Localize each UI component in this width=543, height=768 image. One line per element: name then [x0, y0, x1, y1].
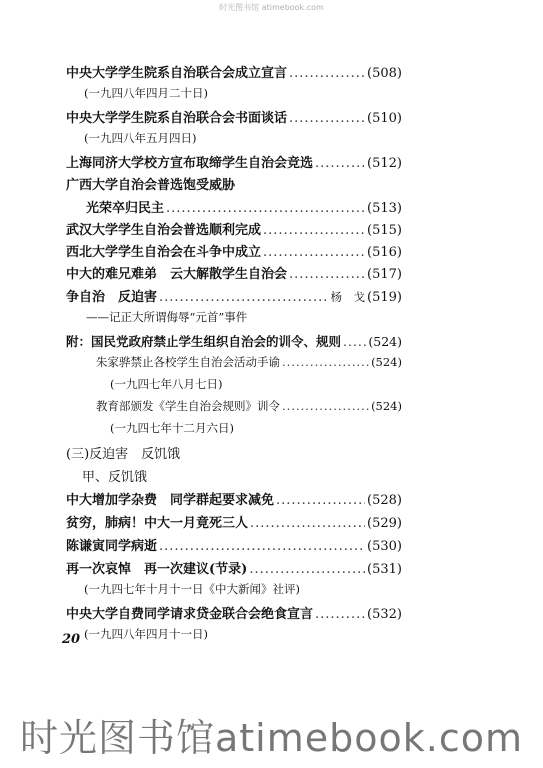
page-number: (516) [367, 245, 402, 260]
leader-dots [166, 201, 365, 216]
toc-entry [66, 512, 402, 531]
date-line: (一九四七年十二月六日) [110, 421, 234, 435]
toc-entry [86, 197, 402, 216]
leader-dots [343, 334, 366, 349]
entry-author: 杨 戈 [330, 290, 366, 304]
leader-dots [159, 290, 329, 305]
page-number: (531) [367, 562, 402, 577]
leader-dots [289, 267, 365, 282]
page-number: (529) [367, 516, 402, 531]
page-number: (532) [367, 607, 402, 622]
subsection-heading: 甲、反饥饿 [82, 470, 148, 485]
entry-title: 贫穷，肺病！中大一月竟死三人 [66, 516, 249, 531]
page-folio: 20 [62, 632, 81, 647]
leader-dots [282, 399, 369, 413]
entry-title: 光荣卒归民主 [86, 201, 165, 216]
leader-dots [249, 562, 365, 577]
date-line: (一九四八年四月十一日) [84, 627, 208, 641]
entry-title: 武汉大学学生自治会普选顺利完成 [66, 223, 262, 238]
entry-title: 陈谦寅同学病逝 [66, 539, 158, 554]
bottom-watermark: 时光图书馆atimebook.com [19, 716, 523, 760]
date-line: (一九四八年四月二十日) [84, 86, 208, 100]
page-number: (528) [367, 493, 402, 508]
leader-dots [282, 355, 369, 369]
page-number: (508) [367, 66, 402, 81]
page-number: (517) [367, 267, 402, 282]
entry-title: 附：国民党政府禁止学生组织自治会的训令、规则 [66, 334, 342, 349]
entry-title: 教育部颁发《学生自治会规则》训令 [96, 399, 280, 413]
date-line: (一九四八年五月四日) [84, 131, 197, 145]
toc-entry [66, 558, 402, 577]
toc-entry [66, 286, 402, 305]
page-number: (515) [367, 223, 402, 238]
leader-dots [289, 111, 365, 126]
date-line: (一九四七年十月十一日《中大新闻》社评) [84, 582, 300, 596]
leader-dots [159, 539, 365, 554]
entry-title: 争自治 反迫害 [66, 290, 158, 305]
toc-entry [96, 398, 402, 414]
entry-title: 西北大学学生自治会在斗争中成立 [66, 245, 262, 260]
date-line: (一九四七年八月七日) [110, 377, 223, 391]
entry-title: 中大增加学杂费 同学群起要求减免 [66, 493, 275, 508]
entry-title: 广西大学自治会普选饱受威胁 [66, 178, 236, 193]
page-number: (513) [367, 201, 402, 216]
entry-title: 中央大学学生院系自治联合会成立宣言 [66, 66, 288, 81]
page-number: (530) [367, 539, 402, 554]
entry-title: 朱家骅禁止各校学生自治会活动手谕 [96, 355, 280, 369]
page-number: (510) [367, 111, 402, 126]
leader-dots [250, 516, 365, 531]
page-number: (524) [371, 399, 402, 413]
top-watermark: 时光图书馆 atimebook.com [219, 3, 324, 12]
section-heading: (三)反迫害 反饥饿 [66, 447, 181, 462]
entry-title: 中大的难兄难弟 云大解散学生自治会 [66, 267, 288, 282]
entry-title: 再一次哀悼 再一次建议(节录) [66, 562, 248, 577]
toc-entry [66, 603, 402, 622]
entry-title: 上海同济大学校方宣布取缔学生自治会竞选 [66, 156, 314, 171]
leader-dots [276, 493, 365, 508]
entry-title: 中央大学自费同学请求贷金联合会绝食宣言 [66, 607, 314, 622]
toc-entry [96, 354, 402, 370]
page-number: (524) [368, 334, 402, 349]
toc-entry [66, 219, 402, 238]
toc-entry [66, 152, 402, 171]
entry-subtitle: ——记正大所谓侮辱“元首”事件 [86, 310, 248, 324]
toc-entry [66, 263, 402, 282]
leader-dots [315, 607, 365, 622]
toc-entry [66, 332, 402, 350]
toc-entry [66, 241, 402, 260]
leader-dots [289, 66, 365, 81]
leader-dots [315, 156, 365, 171]
toc-entry [66, 535, 402, 554]
page-number: (524) [371, 355, 402, 369]
page-number: (512) [367, 156, 402, 171]
toc-entry [66, 489, 402, 508]
page-number: (519) [367, 290, 402, 305]
toc-entry [66, 107, 402, 126]
toc-entry [66, 62, 402, 81]
leader-dots [263, 223, 365, 238]
entry-title: 中央大学学生院系自治联合会书面谈话 [66, 111, 288, 126]
leader-dots [263, 245, 365, 260]
